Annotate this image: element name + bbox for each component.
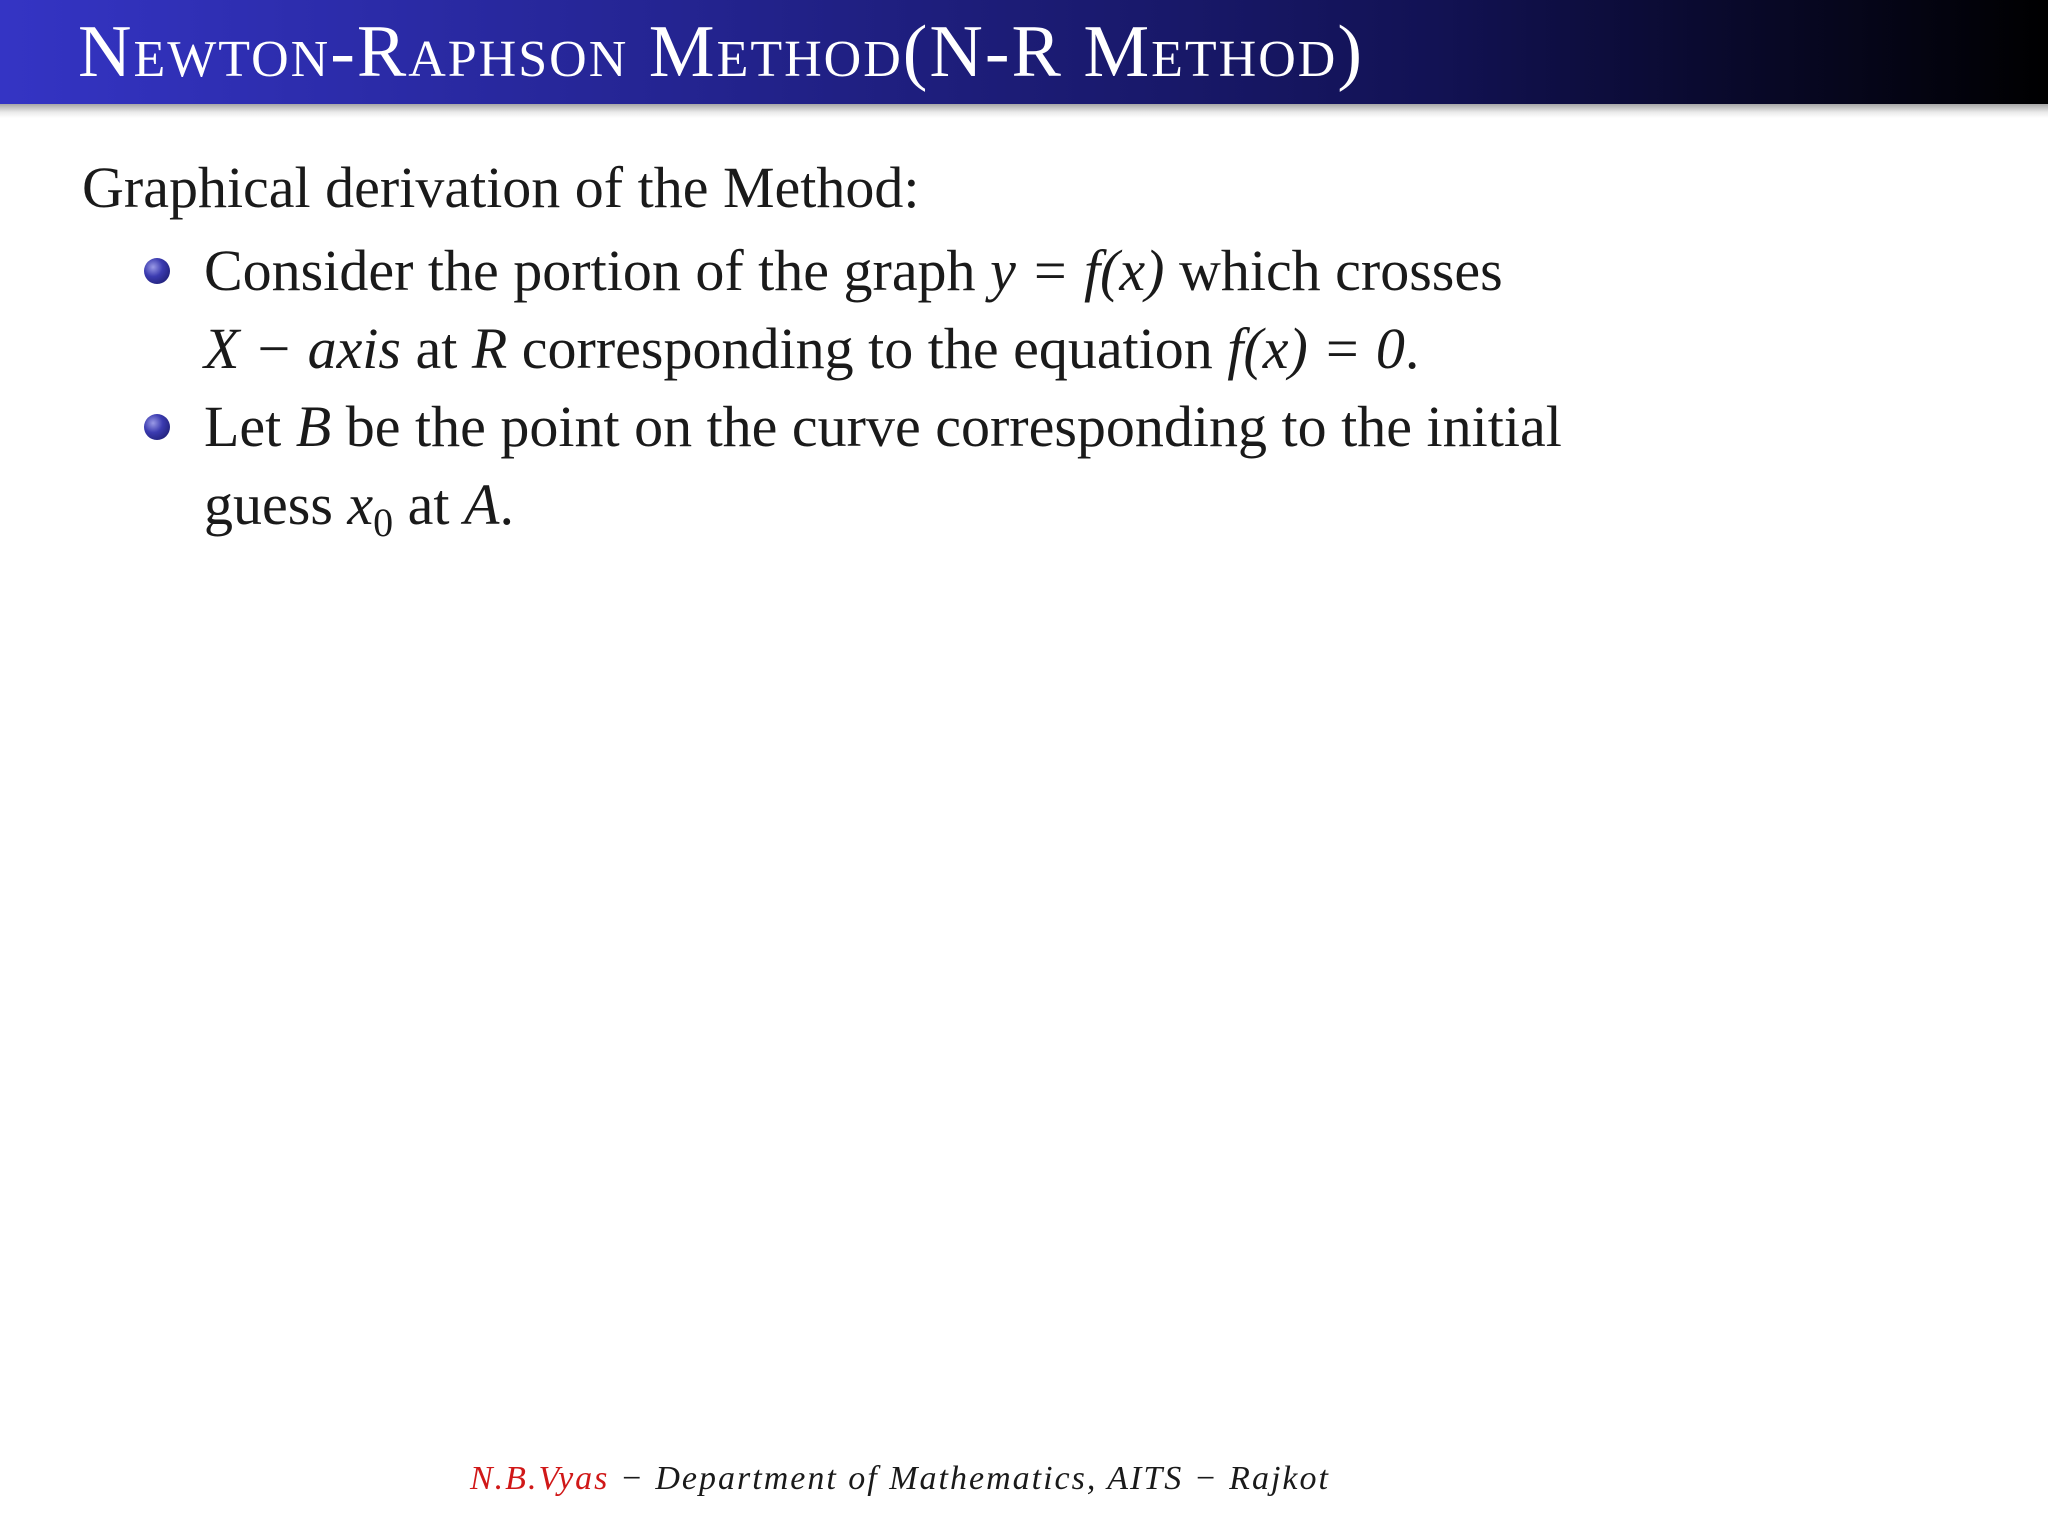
math-expression: f(x) = 0 [1227,316,1405,381]
slide-footer [470,1460,1330,1498]
math-subscript: 0 [373,500,394,545]
footer-author: N.B.Vyas [470,1460,610,1497]
math-expression: X − axis [204,316,401,381]
bullet-line [204,310,2048,388]
text: Consider the portion of the graph [204,238,991,303]
math-expression: x [347,472,374,537]
text: guess [204,472,348,537]
slide-title: Newton-Raphson Method(N-R Method) [78,11,1364,93]
bullet-list [0,232,2048,562]
math-expression: A [464,472,500,537]
math-expression: B [295,394,332,459]
intro-text: Graphical derivation of the Method: [82,155,920,220]
text: at [401,316,472,381]
bullet-item [0,388,2048,562]
bullet-icon [144,414,170,440]
text: at [393,472,464,537]
bullet-line [204,388,2048,466]
math-expression: y = f(x) [990,238,1165,303]
text: . [1404,316,1420,381]
text: which crosses [1164,238,1503,303]
bullet-item [0,232,2048,388]
footer-affiliation: − Department of Mathematics, AITS − Rajkot [609,1460,1330,1497]
text: corresponding to the equation [507,316,1228,381]
text: be the point on the curve corresponding to the initial [331,394,1562,459]
bullet-line [204,232,2048,310]
math-expression: R [471,316,508,381]
bullet-icon [144,258,170,284]
header-shadow [0,104,2048,118]
text: . [499,472,514,537]
bullet-line [204,466,2048,562]
text: Let [204,394,296,459]
